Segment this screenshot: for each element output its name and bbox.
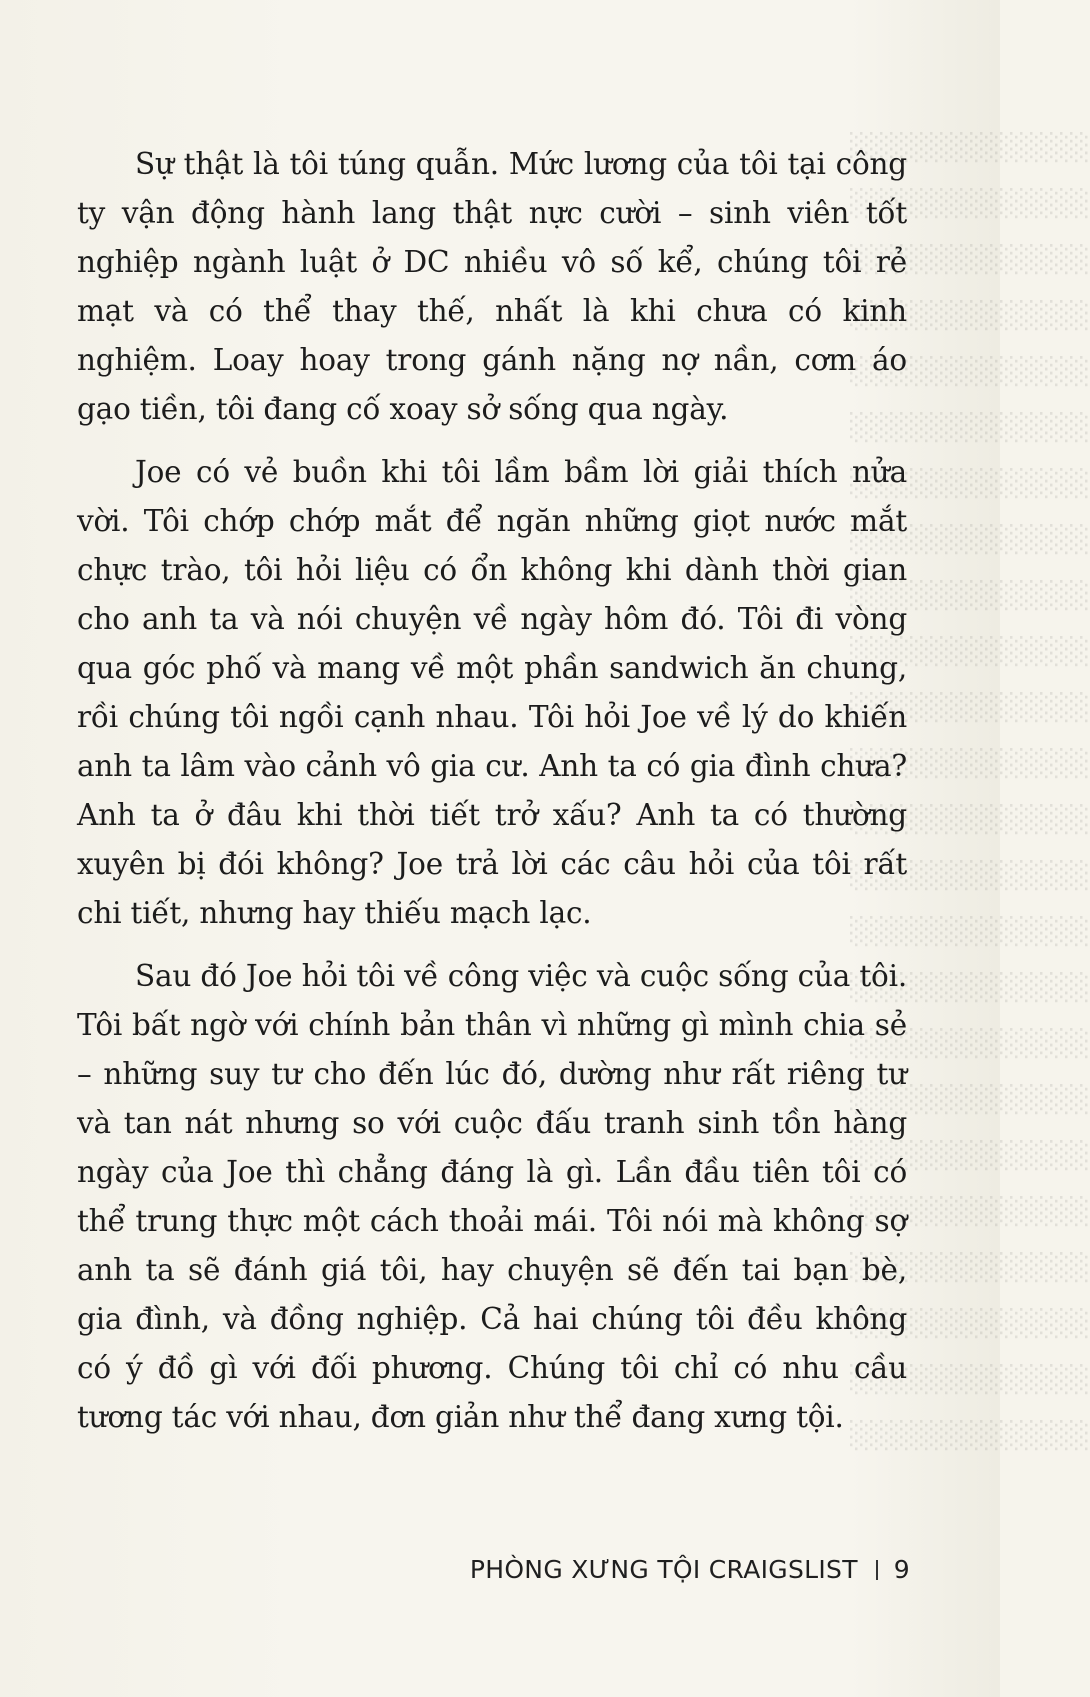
page-number: 9	[893, 1555, 910, 1584]
paragraph-2: Joe có vẻ buồn khi tôi lầm bầm lời giải thích nửa vời. Tôi chớp chớp mắt để ngăn những giọt nước mắt chực trào, tôi hỏi liệu có ổn không khi dành thời gian cho anh ta và nói chuyện về ngày hôm đó. Tôi đi vòng qua góc phố và mang về một phần sandwich ăn chung, rồi chúng tôi ngồi cạnh nhau. Tôi hỏi Joe về lý do khiến anh ta lâm vào cảnh vô gia cư. Anh ta có gia đình chưa? Anh ta ở đâu khi thời tiết trở xấu? Anh ta có thường xuyên bị đói không? Joe trả lời các câu hỏi của tôi rất chi tiết, nhưng hay thiếu mạch lạc.	[77, 455, 907, 930]
bleed-through-texture: ░░░░░░░░░░░░ ░░░░░░░░░░░░ ░░░░░░░░░░░░ ░░░░░░░░░░░░ ░░░░░░░░░░░░ ░░░░░░░░░░░░ ░░░░░░░░░░░░ ░░░░░░░░░░░░ ░░░░░░░░░░░░ ░░░░░░░░░░░░ ░░░░░░░░░░░░ ░░░░░░░░░░░░ ░░░░░░░░░░░░ ░░░░░░░░░░░░ ░░░░░░░░░░░░ ░░░░░░░░░░░░ ░░░░░░░░░░░░ ░░░░░░░░░░░░ ░░░░░░░░░░░░ ░░░░░░░░░░░░ ░░░░░░░░░░░░ ░░░░░░░░░░░░ ░░░░░░░░░░░░ ░░░░░░░░░░░░	[850, 133, 1090, 1451]
body-text	[77, 140, 907, 1456]
running-title: PHÒNG XƯNG TỘI CRAIGSLIST	[469, 1555, 858, 1584]
footer-separator	[876, 1560, 878, 1580]
paragraph-3: Sau đó Joe hỏi tôi về công việc và cuộc sống của tôi. Tôi bất ngờ với chính bản thân vì những gì mình chia sẻ – những suy tư cho đến lúc đó, dường như rất riêng tư và tan nát nhưng so với cuộc đấu tranh sinh tồn hàng ngày của Joe thì chẳng đáng là gì. Lần đầu tiên tôi có thể trung thực một cách thoải mái. Tôi nói mà không sợ anh ta sẽ đánh giá tôi, hay chuyện sẽ đến tai bạn bè, gia đình, và đồng nghiệp. Cả hai chúng tôi đều không có ý đồ gì với đối phương. Chúng tôi chỉ có nhu cầu tương tác với nhau, đơn giản như thể đang xưng tội.	[77, 959, 907, 1434]
page-footer	[470, 1555, 910, 1584]
paragraph-1: Sự thật là tôi túng quẫn. Mức lương của tôi tại công ty vận động hành lang thật nực cười – sinh viên tốt nghiệp ngành luật ở DC nhiều vô số kể, chúng tôi rẻ mạt và có thể thay thế, nhất là khi chưa có kinh nghiệm. Loay hoay trong gánh nặng nợ nần, cơm áo gạo tiền, tôi đang cố xoay sở sống qua ngày.	[77, 147, 907, 426]
